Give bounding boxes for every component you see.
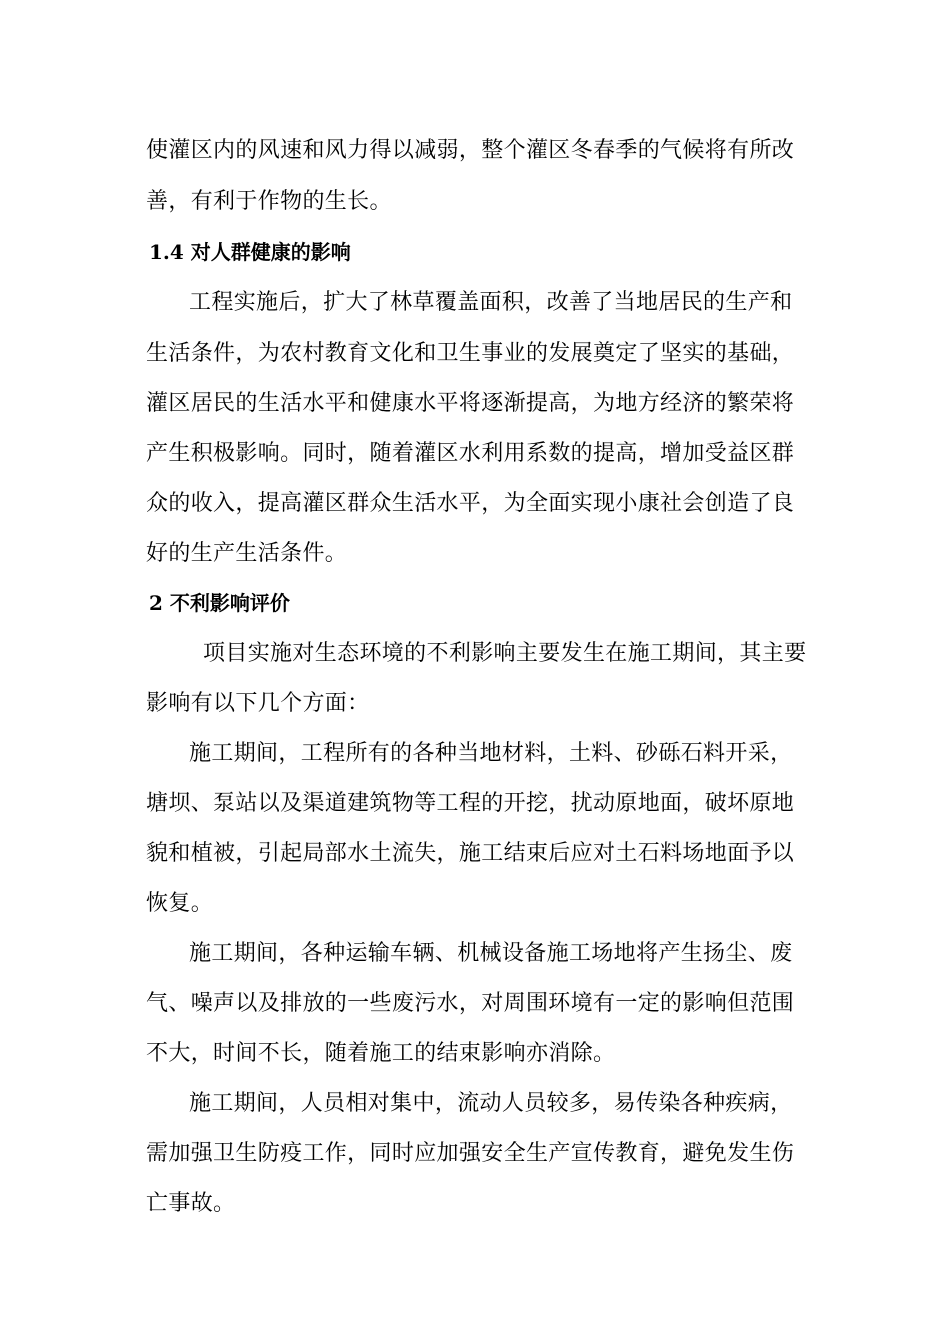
paragraph-line: 工程实施后，扩大了林草覆盖面积，改善了当地居民的生产和 (189, 290, 793, 315)
paragraph-line: 众的收入，提高灌区群众生活水平，为全面实现小康社会创造了良 (146, 491, 795, 516)
paragraph-line: 灌区居民的生活水平和健康水平将逐渐提高，为地方经济的繁荣将 (146, 391, 795, 416)
paragraph-line: 施工期间，工程所有的各种当地材料，土料、砂砾石料开采， (189, 741, 793, 766)
paragraph-line: 项目实施对生态环境的不利影响主要发生在施工期间，其主要 (203, 641, 807, 666)
paragraph-line: 貌和植被，引起局部水土流失，施工结束后应对土石料场地面予以 (146, 841, 795, 866)
paragraph-line: 塘坝、泵站以及渠道建筑物等工程的开挖，扰动原地面，破坏原地 (146, 791, 795, 816)
paragraph-line: 需加强卫生防疫工作，同时应加强安全生产宣传教育，避免发生伤 (146, 1141, 795, 1166)
paragraph-line: 亡事故。 (146, 1191, 236, 1216)
section-heading-2: 2 不利影响评价 (149, 591, 290, 615)
paragraph-line: 生活条件，为农村教育文化和卫生事业的发展奠定了坚实的基础， (146, 341, 795, 366)
paragraph-line: 影响有以下几个方面： (146, 691, 370, 716)
paragraph-line: 施工期间，人员相对集中，流动人员较多，易传染各种疾病， (189, 1091, 793, 1116)
paragraph-line: 恢复。 (146, 891, 214, 916)
paragraph-line: 使灌区内的风速和风力得以减弱，整个灌区冬春季的气候将有所改 (146, 138, 795, 163)
paragraph-line: 不大，时间不长，随着施工的结束影响亦消除。 (146, 1041, 616, 1066)
paragraph-line: 善，有利于作物的生长。 (146, 189, 392, 214)
section-heading-1-4: 1.4 对人群健康的影响 (149, 240, 351, 264)
paragraph-line: 好的生产生活条件。 (146, 541, 348, 566)
paragraph-line: 气、噪声以及排放的一些废污水，对周围环境有一定的影响但范围 (146, 991, 795, 1016)
paragraph-line: 产生积极影响。同时，随着灌区水利用系数的提高，增加受益区群 (146, 441, 795, 466)
paragraph-line: 施工期间，各种运输车辆、机械设备施工场地将产生扬尘、废 (189, 941, 793, 966)
